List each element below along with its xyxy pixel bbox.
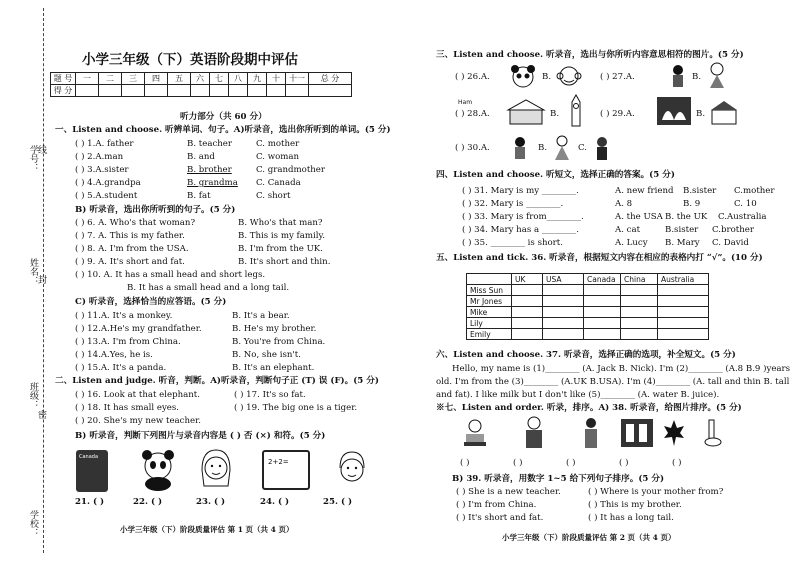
school-picture-a	[506, 98, 546, 126]
tick-table: UK USA Canada China Australia Miss Sun Mr Jones Mike Lily Emily	[466, 273, 709, 340]
q24: 24. ( )	[260, 497, 290, 507]
s6-heading: 六、Listen and choose. 37. 听录音，选择正确的选项，补全短文。(5 分)	[436, 350, 736, 360]
q4-b: B. grandma	[187, 178, 238, 188]
seal-char: 封	[36, 275, 46, 284]
q23: 23. ( )	[196, 497, 226, 507]
row-mr-jones: Mr Jones	[467, 296, 512, 307]
s1-heading: 一、Listen and choose. 听辨单词、句子。A)听录音，选出你所听到的单词。(5 分)	[55, 125, 391, 135]
q33-c: C.Australia	[718, 212, 767, 222]
s5-heading: 五、Listen and tick. 36. 听录音，根据短文内容在相应的表格内打 “√”。(10 分)	[436, 253, 763, 263]
q27-b: B.	[692, 72, 702, 82]
q1-c: C. mother	[256, 139, 300, 149]
q13-a: ( ) 13.A. I'm from China.	[75, 337, 181, 347]
class-label: 班级：	[28, 382, 38, 409]
boy-face-image	[335, 448, 369, 490]
boy-picture	[580, 416, 602, 450]
q19: ( ) 19. The big one is a tiger.	[234, 403, 358, 413]
q2-b: B. and	[187, 152, 215, 162]
q35-a: A. Lucy	[615, 238, 648, 248]
q29-b: B.	[696, 109, 706, 119]
row-miss-sun: Miss Sun	[467, 285, 512, 296]
q10-a: ( ) 10. A. It has a small head and short legs.	[75, 270, 266, 280]
s1b-heading: B) 听录音，选出你所听到的句子。(5 分)	[75, 205, 236, 215]
s1c-heading: C) 听录音，选择恰当的应答语。(5 分)	[75, 297, 227, 307]
footer-page1: 小学三年级（下）阶段质量评估 第 1 页（共 4 页）	[120, 525, 294, 534]
landmark-picture-b	[710, 98, 738, 126]
s4-heading: 四、Listen and choose. 听短文，选择正确的答案。(5 分)	[436, 170, 675, 180]
q34-b: B.sister	[665, 225, 699, 235]
q31-b: B.sister	[683, 186, 717, 196]
q3-b: B. brother	[187, 165, 232, 175]
q34-c: C.brother	[712, 225, 754, 235]
secret-char: 密	[36, 410, 46, 419]
seal-line-char: 线	[36, 145, 46, 154]
s2b-heading: B) 听录音，判断下列图片与录音内容是 ( ) 否 (×) 和符。(5 分)	[75, 431, 326, 441]
q1-a: ( ) 1.A. father	[75, 139, 134, 149]
name-label: 姓名：	[28, 258, 38, 285]
q14-b: B. No, she isn't.	[232, 350, 301, 360]
q11-b: B. It's a bear.	[232, 311, 290, 321]
q32: ( ) 32. Mary is ________.	[462, 199, 564, 209]
q9-b: B. It's short and thin.	[238, 257, 331, 267]
q35-b: B. Mary	[665, 238, 700, 248]
canada-maple-leaf-picture	[662, 418, 686, 448]
q17: ( ) 17. It's so fat.	[234, 390, 306, 400]
q39-5: ( ) It's short and fat.	[456, 513, 544, 523]
q31: ( ) 31. Mary is my ________.	[462, 186, 579, 196]
order-bracket-2: ( )	[513, 458, 523, 468]
q35-c: C. David	[712, 238, 749, 248]
q39-1: ( ) She is a new teacher.	[456, 487, 561, 497]
q9-a: ( ) 9. A. It's short and fat.	[75, 257, 185, 267]
q31-a: A. new friend	[615, 186, 674, 196]
monkey-picture-b	[556, 64, 582, 90]
q30: ( ) 30.A.	[455, 143, 490, 153]
q26-b: B.	[542, 72, 552, 82]
score-table: 题 号 一 二 三 四 五 六 七 八 九 十 十一 总 分 得 分	[50, 72, 352, 97]
q39-6: ( ) It has a long tail.	[588, 513, 674, 523]
exam-title: 小学三年级（下）英语阶段期中评估	[82, 52, 298, 68]
q5-c: C. short	[256, 191, 291, 201]
q8-a: ( ) 8. A. I'm from the USA.	[75, 244, 189, 254]
q4-c: C. Canada	[256, 178, 301, 188]
q15-a: ( ) 15.A. It's a panda.	[75, 363, 167, 373]
s3-heading: 三、Listen and choose. 听录音，选出与你所听内容意思相符的图片。(5 分)	[436, 50, 744, 60]
q31-c: C.mother	[734, 186, 775, 196]
q3-a: ( ) 3.A.sister	[75, 165, 129, 175]
q14-a: ( ) 14.A.Yes, he is.	[75, 350, 153, 360]
q21: 21. ( )	[75, 497, 105, 507]
blackboard-image: 2+2=	[262, 450, 310, 490]
q7-b: B. This is my family.	[238, 231, 325, 241]
student-number-label: 学号：	[28, 145, 38, 172]
order-bracket-1: ( )	[460, 458, 470, 468]
q28: ( ) 28.A.	[455, 109, 490, 119]
s6-line3: and fat). I like milk but I don't like (5)________ (A. water B. juice).	[436, 390, 720, 400]
china-flag-picture	[620, 418, 654, 448]
q27: ( ) 27.A.	[600, 72, 635, 82]
panda-image	[138, 448, 178, 492]
q11-a: ( ) 11.A. It's a monkey.	[75, 311, 173, 321]
order-bracket-4: ( )	[619, 458, 629, 468]
school-label: 学校：	[28, 510, 38, 537]
s7-heading: ※七、Listen and order. 听录，排序。A) 38. 听录音，给图片排序。(5 分)	[436, 403, 742, 413]
listening-title: 听力部分（共 60 分）	[180, 112, 267, 122]
q33: ( ) 33. Mary is from________.	[462, 212, 584, 222]
q39-4: ( ) This is my brother.	[588, 500, 682, 510]
q18: ( ) 18. It has small eyes.	[75, 403, 180, 413]
q34-a: A. cat	[615, 225, 641, 235]
q32-c: C. 10	[734, 199, 757, 209]
q15-b: B. It's an elephant.	[232, 363, 315, 373]
order-bracket-3: ( )	[566, 458, 576, 468]
panda-picture-a	[508, 64, 538, 90]
q30-c: C.	[578, 143, 588, 153]
q1-b: B. teacher	[187, 139, 232, 149]
man-picture-a	[668, 64, 688, 90]
footer-page2: 小学三年级（下）阶段质量评估 第 2 页（共 4 页）	[502, 533, 676, 542]
opera-house-picture-a	[656, 96, 692, 126]
row-mike: Mike	[467, 307, 512, 318]
girl-face-image	[198, 448, 234, 490]
q12-b: B. He's my brother.	[232, 324, 317, 334]
man-picture-c	[592, 136, 612, 162]
q2-c: C. woman	[256, 152, 300, 162]
girl-picture-b	[552, 134, 572, 162]
canada-book-image: Canada	[76, 450, 108, 492]
teacher-picture	[520, 416, 548, 450]
girl-writing-picture	[462, 418, 488, 448]
s2-heading: 二、Listen and judge. 听音，判断。A)听录音，判断句子正 (T) 误 (F)。(5 分)	[55, 376, 379, 386]
q34: ( ) 34. Mary has a ________.	[462, 225, 579, 235]
q7-a: ( ) 7. A. This is my father.	[75, 231, 185, 241]
school-sign: Ham	[458, 99, 473, 106]
woman-picture-b	[706, 62, 728, 90]
row-emily: Emily	[467, 329, 512, 340]
q28-b: B.	[550, 109, 560, 119]
q6-b: B. Who's that man?	[238, 218, 323, 228]
q39-2: ( ) Where is your mother from?	[588, 487, 724, 497]
q22: 22. ( )	[133, 497, 163, 507]
q5-a: ( ) 5.A.student	[75, 191, 138, 201]
order-bracket-5: ( )	[672, 458, 682, 468]
s7b-heading: B) 39. 听录音，用数字 1~5 给下列句子排序。(5 分)	[452, 474, 665, 484]
q13-b: B. You're from China.	[232, 337, 326, 347]
q32-b: B. 9	[683, 199, 701, 209]
q33-a: A. the USA	[615, 212, 663, 222]
q10-b: B. It has a small head and a long tail.	[127, 283, 290, 293]
q33-b: B. the UK	[665, 212, 708, 222]
q35: ( ) 35. ________ is short.	[462, 238, 563, 248]
q8-b: B. I'm from the UK.	[238, 244, 323, 254]
q12-a: ( ) 12.A.He's my grandfather.	[75, 324, 202, 334]
big-ben-picture-b	[566, 94, 586, 128]
giraffe-picture	[700, 418, 724, 448]
q39-3: ( ) I'm from China.	[456, 500, 537, 510]
q26: ( ) 26.A.	[455, 72, 490, 82]
q6-a: ( ) 6. A. Who's that woman?	[75, 218, 196, 228]
q29: ( ) 29.A.	[600, 109, 635, 119]
q4-a: ( ) 4.A.grandpa	[75, 178, 141, 188]
q20: ( ) 20. She's my new teacher.	[75, 416, 202, 426]
q5-b: B. fat	[187, 191, 211, 201]
s6-line1: Hello, my name is (1)________ (A. Jack B. Nick). I'm (2)________ (A.8 B.9 )years	[452, 364, 791, 374]
boy-picture-a	[510, 136, 530, 162]
q2-a: ( ) 2.A.man	[75, 152, 124, 162]
q32-a: A. 8	[615, 199, 633, 209]
q16: ( ) 16. Look at that elephant.	[75, 390, 200, 400]
s6-line2: old. I'm from the (3)________ (A.UK B.USA). I'm (4)________ (A. tall and thin B. tall	[436, 377, 790, 387]
q25: 25. ( )	[323, 497, 353, 507]
q30-b: B.	[538, 143, 548, 153]
row-lily: Lily	[467, 318, 512, 329]
q3-c: C. grandmother	[256, 165, 326, 175]
